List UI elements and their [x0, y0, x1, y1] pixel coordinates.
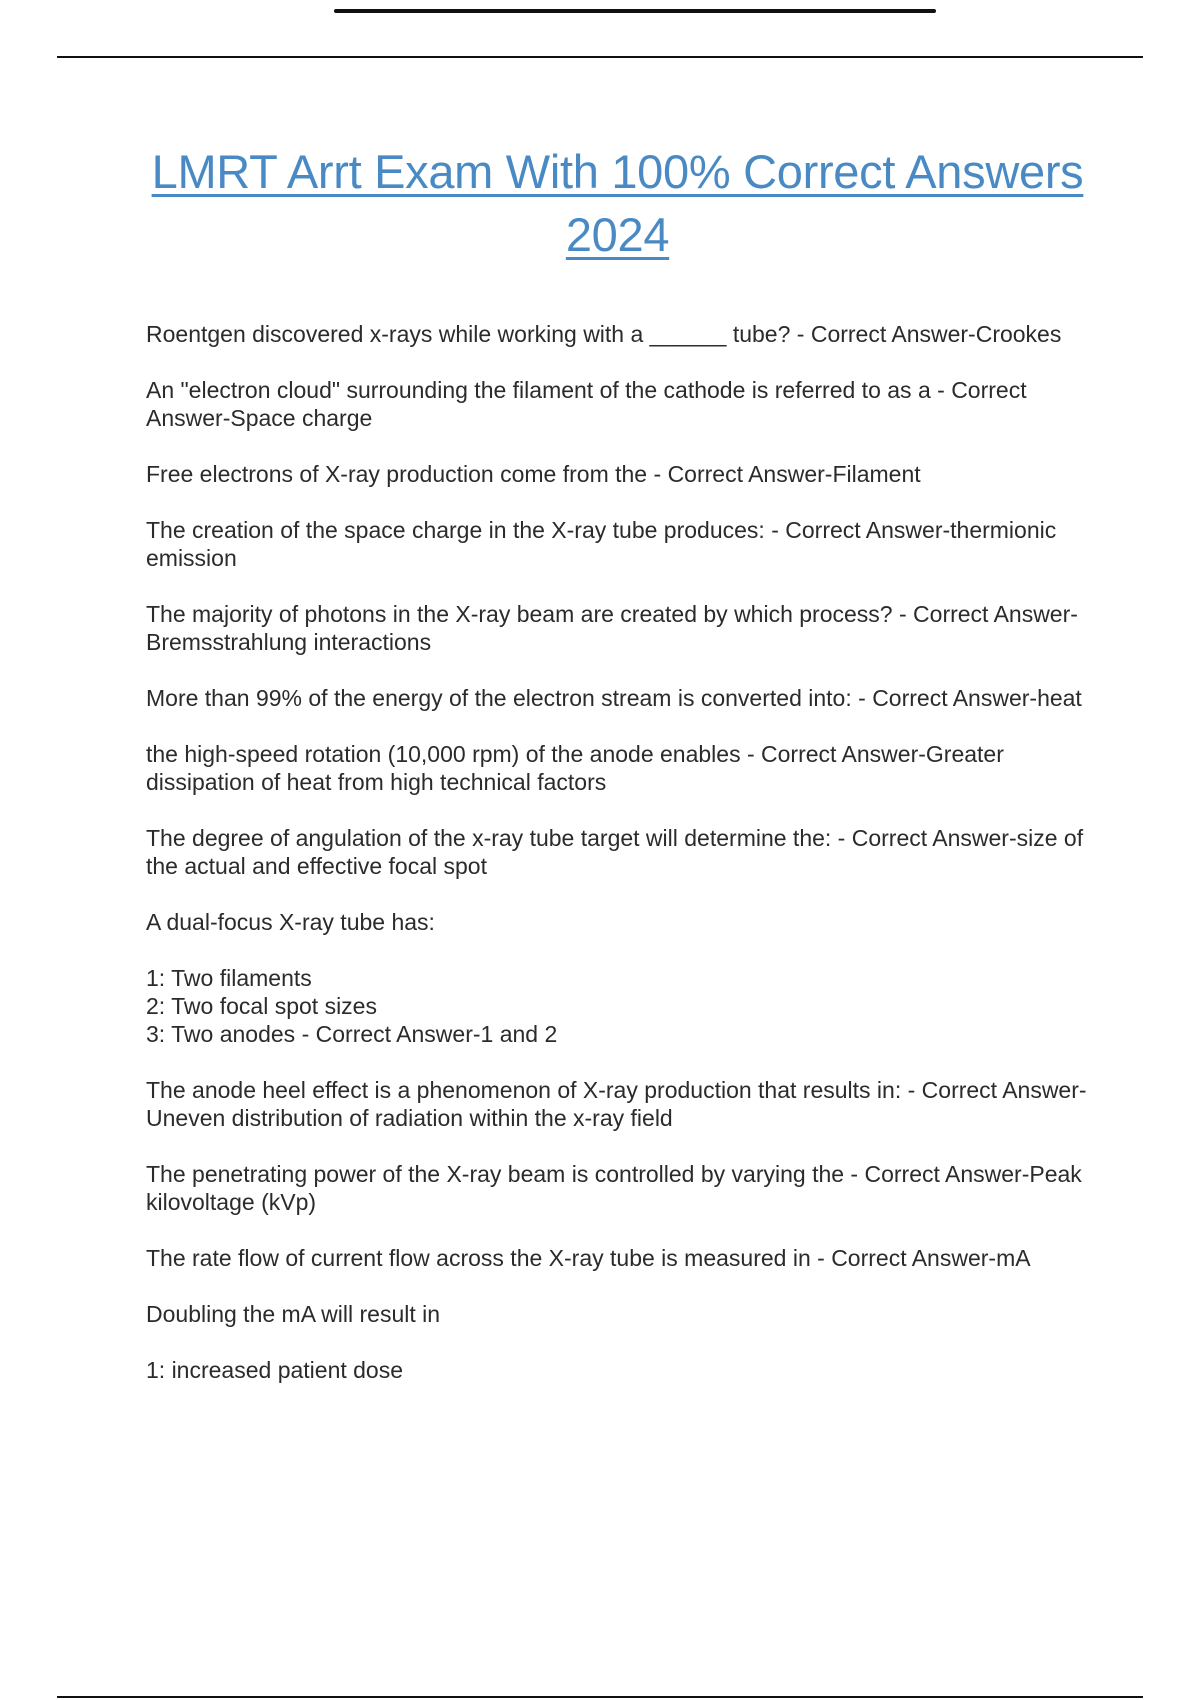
answer-label: Correct Answer-: [831, 1245, 997, 1271]
option-line: 2: Two focal spot sizes: [146, 993, 377, 1019]
top-decorative-bar: [334, 9, 936, 13]
answer-text: Greater dissipation of heat from high technical factors: [146, 741, 1004, 795]
question-text: The rate flow of current flow across the X-ray tube is measured in -: [146, 1245, 831, 1271]
question-text: A dual-focus X-ray tube has:: [146, 909, 435, 935]
answer-label: Correct Answer-: [851, 825, 1017, 851]
qa-item: [146, 460, 1101, 488]
qa-item: [146, 516, 1101, 572]
footer-rule: [57, 1696, 1143, 1698]
answer-label: Correct Answer-: [146, 377, 1027, 431]
option-text: 3: Two anodes -: [146, 1021, 316, 1047]
qa-options: [146, 1356, 1101, 1384]
qa-item: [146, 740, 1101, 796]
qa-item-doubling: [146, 1300, 1101, 1328]
answer-text: Bremsstrahlung interactions: [146, 629, 432, 655]
qa-item: [146, 1076, 1101, 1132]
question-text: The creation of the space charge in the X-ray tube produces: -: [146, 517, 785, 543]
qa-item: [146, 320, 1101, 348]
answer-label: Correct Answer-: [667, 461, 833, 487]
qa-item-dual-focus: [146, 908, 1101, 936]
answer-text: heat: [1037, 685, 1082, 711]
answer-text: Space charge: [230, 405, 373, 431]
question-text: An "electron cloud" surrounding the filament of the cathode is referred to as a -: [146, 377, 951, 403]
question-text: The anode heel effect is a phenomenon of X-ray production that results in: -: [146, 1077, 922, 1103]
qa-item: [146, 1244, 1101, 1272]
answer-text: size of the actual and effective focal spot: [146, 825, 1084, 879]
answer-label: Correct Answer-: [921, 1077, 1087, 1103]
answer-label: Correct Answer-: [864, 1161, 1030, 1187]
answer-label: Correct Answer-: [872, 685, 1038, 711]
answer-text: Crookes: [975, 321, 1062, 347]
question-text: Doubling the mA will result in: [146, 1301, 441, 1327]
option-line: 1: Two filaments: [146, 965, 312, 991]
qa-options: [146, 964, 1101, 1048]
header-rule: [57, 56, 1143, 58]
question-text: the high-speed rotation (10,000 rpm) of the anode enables -: [146, 741, 761, 767]
answer-label: Correct Answer-: [785, 517, 951, 543]
qa-item: [146, 824, 1101, 880]
qa-item: [146, 600, 1101, 656]
answer-label: Correct Answer-: [315, 1021, 481, 1047]
qa-item: [146, 376, 1101, 432]
qa-item: [146, 1160, 1101, 1216]
qa-item: [146, 684, 1101, 712]
answer-label: Correct Answer-: [913, 601, 1078, 627]
answer-text: 1 and 2: [480, 1021, 558, 1047]
question-text: Free electrons of X-ray production come from the -: [146, 461, 668, 487]
question-text: The degree of angulation of the x-ray tube target will determine the: -: [146, 825, 852, 851]
question-text: More than 99% of the energy of the electron stream is converted into: -: [146, 685, 872, 711]
question-text: Roentgen discovered x-rays while working with a ______ tube? -: [146, 321, 811, 347]
answer-label: Correct Answer-: [761, 741, 926, 767]
answer-text: Uneven distribution of radiation within the x-ray field: [146, 1105, 673, 1131]
answer-label: Correct Answer-: [810, 321, 976, 347]
option-line: [146, 1020, 1101, 1048]
answer-text: mA: [996, 1245, 1031, 1271]
option-line: 1: increased patient dose: [146, 1357, 404, 1383]
answer-text: Peak kilovoltage (kVp): [146, 1161, 1082, 1215]
document-title: LMRT Arrt Exam With 100% Correct Answers 2024: [151, 145, 1084, 261]
answer-text: thermionic emission: [146, 517, 1057, 571]
question-text: The majority of photons in the X-ray beam are created by which process? -: [146, 601, 913, 627]
question-text: The penetrating power of the X-ray beam is controlled by varying the -: [146, 1161, 865, 1187]
document-body: [146, 320, 1101, 1412]
answer-text: Filament: [832, 461, 921, 487]
